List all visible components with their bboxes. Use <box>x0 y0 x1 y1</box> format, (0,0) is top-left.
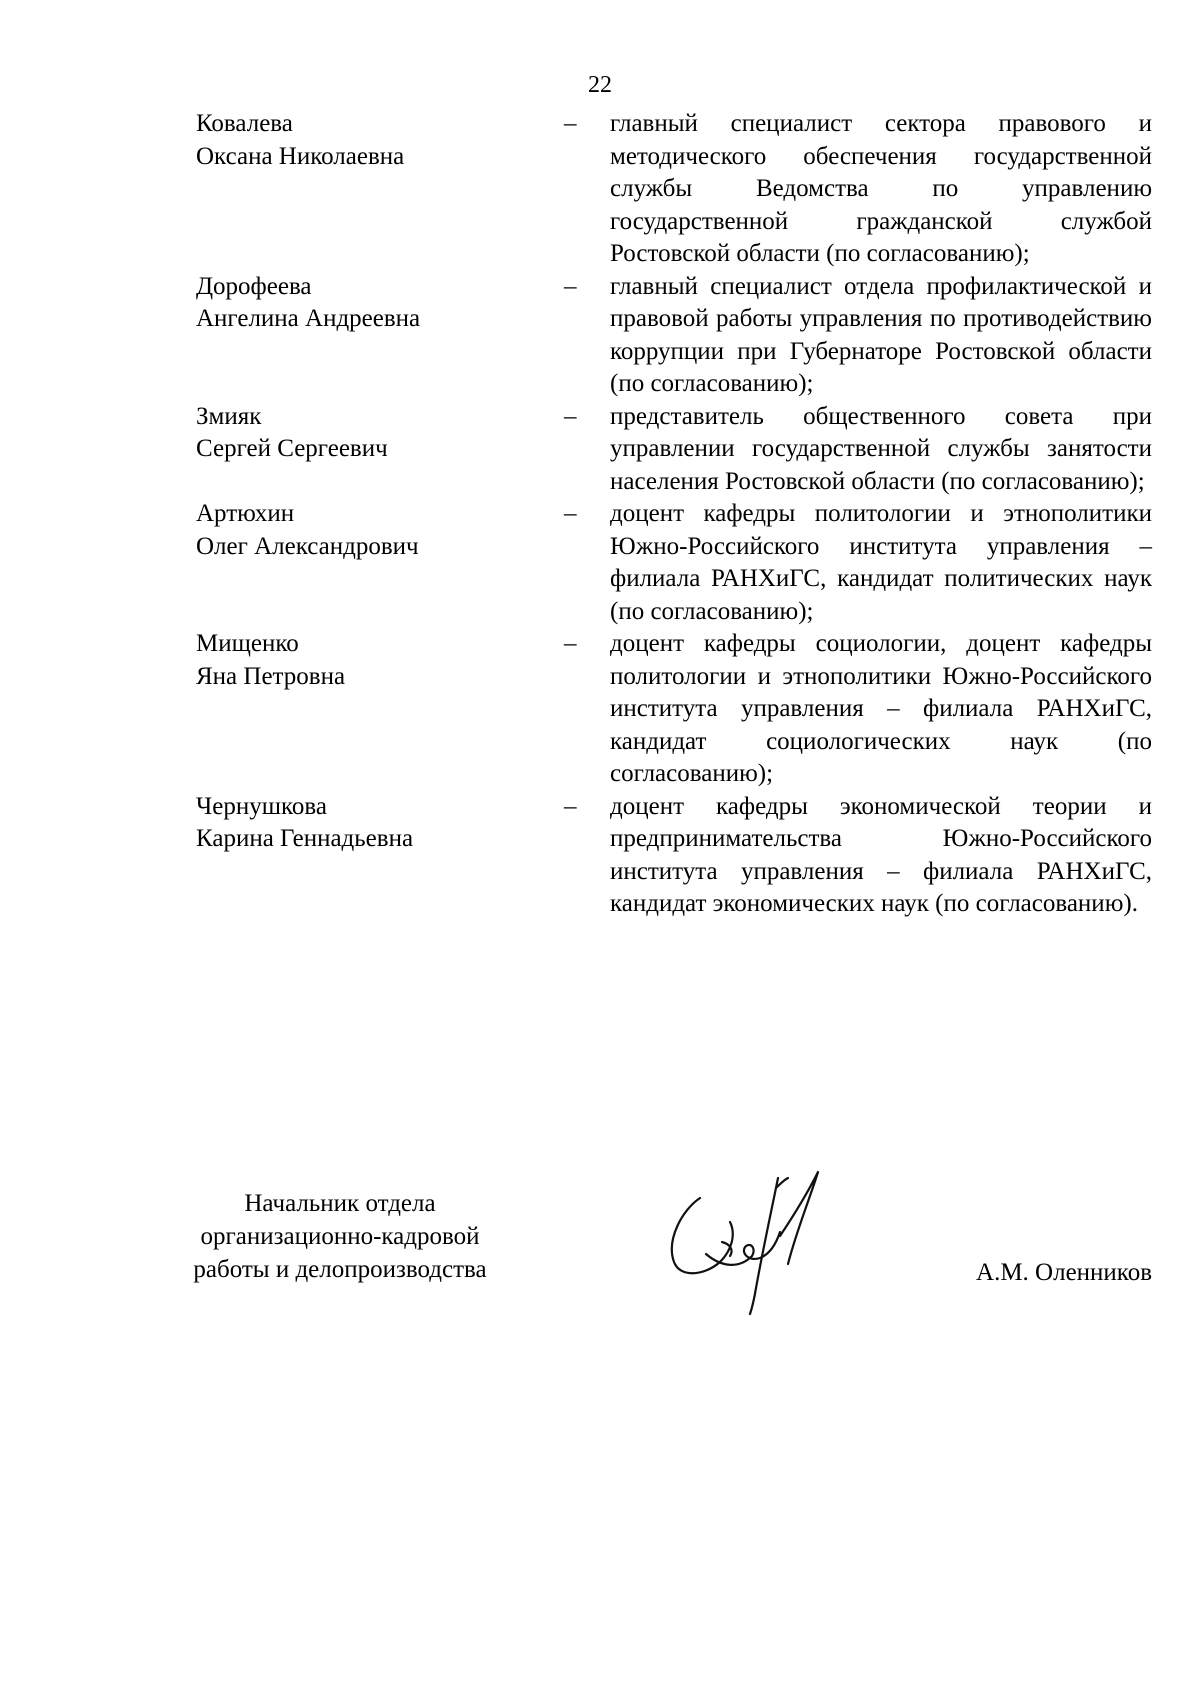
member-dash: – <box>564 792 577 820</box>
member-entry <box>196 628 1152 791</box>
member-surname: Артюхин <box>196 500 295 527</box>
member-surname: Ковалева <box>196 110 293 137</box>
member-role: доцент кафедры социологии, доцент кафедры политологии и этнополитики Южно-Российского института управления – филиала РАНХиГС, кандидат социологических наук (по согласованию); <box>610 630 1152 787</box>
member-name <box>196 401 564 466</box>
member-name <box>196 628 564 693</box>
member-role: главный специалист отдела профилактической и правовой работы управления по противодействию коррупции при Губернаторе Ростовской области (по согласованию); <box>610 272 1152 397</box>
member-role: доцент кафедры политологии и этнополитики Южно-Российского института управления – филиала РАНХиГС, кандидат политических наук (по согласованию); <box>610 500 1152 625</box>
member-given-names: Карина Геннадьевна <box>196 825 414 852</box>
members-list <box>196 108 1152 921</box>
signatory-title-line: организационно-кадровой <box>200 1223 480 1250</box>
signatory-title-line: Начальник отдела <box>244 1190 436 1217</box>
member-dash: – <box>564 630 577 657</box>
member-name <box>196 108 564 173</box>
member-entry <box>196 271 1152 401</box>
signatory-title-line: работы и делопроизводства <box>193 1256 487 1283</box>
member-dash: – <box>564 110 577 137</box>
signatory-title <box>160 1187 520 1286</box>
member-dash: – <box>564 272 577 300</box>
member-entry <box>196 401 1152 499</box>
member-role: представитель общественного совета при управлении государственной службы занятости населения Ростовской области (по согласованию); <box>610 402 1152 495</box>
member-surname: Дорофеева <box>196 272 312 300</box>
member-given-names: Оксана Николаевна <box>196 142 405 170</box>
member-name <box>196 498 564 563</box>
member-surname: Мищенко <box>196 630 299 657</box>
member-role: главный специалист сектора правового и методического обеспечения государственной службы Ведомства по управлению государственной гражданской службой Ростовской области (по согласованию); <box>610 110 1152 267</box>
handwritten-signature <box>660 1158 850 1318</box>
member-role: доцент кафедры экономической теории и предпринимательства Южно-Российского института управления – филиала РАНХиГС, кандидат экономических наук (по согласованию). <box>610 792 1152 917</box>
page-number: 22 <box>588 72 612 98</box>
member-entry <box>196 108 1152 271</box>
member-name <box>196 271 564 336</box>
member-entry <box>196 791 1152 921</box>
member-entry <box>196 498 1152 628</box>
member-given-names: Сергей Сергеевич <box>196 435 388 462</box>
signatory-name: А.М. Оленников <box>976 1259 1152 1286</box>
member-given-names: Ангелина Андреевна <box>196 305 421 332</box>
member-surname: Чернушкова <box>196 792 327 820</box>
member-given-names: Олег Александрович <box>196 532 419 560</box>
member-given-names: Яна Петровна <box>196 662 346 690</box>
member-surname: Змияк <box>196 402 262 430</box>
member-name <box>196 791 564 856</box>
member-dash: – <box>564 500 577 527</box>
member-dash: – <box>564 402 577 430</box>
